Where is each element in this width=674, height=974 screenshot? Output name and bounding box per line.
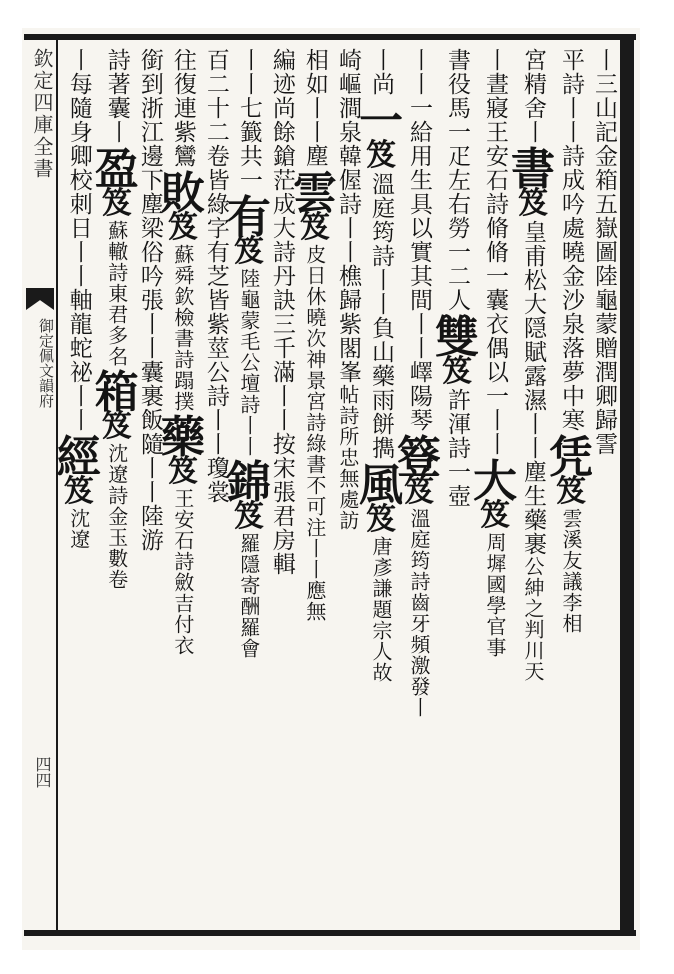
text-column (590, 48, 618, 922)
body-text: 銜到浙江邊 (136, 48, 163, 168)
entry-heading (226, 457, 271, 534)
entry-rhyme-char: 笈 (403, 474, 434, 509)
entry-heading-char: 有 (226, 192, 271, 243)
body-text: 鎗茫成大詩丹訣三千滿丨丨按宋張君房輯 (268, 144, 295, 576)
entry-rhyme-char: 笈 (63, 474, 94, 509)
entry-heading-char: 簦 (396, 432, 441, 483)
entry-heading (510, 144, 555, 221)
entry-heading-char: 書 (510, 144, 555, 195)
entry-heading-char: 敗 (160, 168, 205, 219)
text-column (434, 48, 479, 922)
entry-rhyme-char: 笈 (365, 502, 396, 537)
entry-heading-char: 錦 (226, 457, 271, 508)
annotation-text: 沈遼詩金玉數卷 (104, 443, 129, 590)
entry-heading-char: 箱 (94, 367, 139, 418)
body-text: 溫庭筠詩丨丨負山藥雨餅擕 (367, 172, 394, 460)
entry-rhyme-char: 笈 (167, 210, 198, 245)
annotation-text: 羅隱寄酬羅會 (236, 533, 261, 659)
annotation-text: 王安石詩斂吉付衣 (170, 488, 195, 656)
text-column (202, 48, 230, 922)
text-column (160, 48, 205, 922)
text-body (56, 48, 618, 922)
body-text: 丨丨一給用生具以實其間 (405, 48, 432, 312)
entry-heading (292, 168, 337, 245)
text-column (548, 48, 593, 922)
body-text: 書役馬一疋左右勞一二人 (443, 48, 470, 312)
body-text: 皇甫松大隠賦露濕丨丨塵生藥裹 (519, 220, 546, 556)
annotation-text: 溫庭筠詩齒牙頻激發丨 (406, 508, 431, 718)
annotation-text: 陸龜蒙毛公壇詩丨丨 (236, 268, 261, 457)
entry-heading-char: 盈 (94, 144, 139, 195)
annotation-text: 蘇舜欽檢書詩蹋撲 (170, 244, 195, 412)
entry-heading-char: 經 (56, 432, 101, 483)
annotation-text: 沈遼 (66, 508, 91, 550)
entry-heading-char: 一 (358, 96, 403, 147)
entry-heading (160, 412, 205, 489)
entry-heading-char: 風 (358, 460, 403, 511)
text-column (226, 48, 271, 922)
entry-heading (434, 312, 479, 389)
body-text: 皆綠字有芝皆紫莖 (202, 168, 229, 360)
text-column (396, 48, 441, 922)
body-text: 囊裹飯隨丨丨陸游 (136, 360, 163, 552)
text-column (136, 48, 164, 922)
body-text: 丨丨七籖共一 (235, 48, 262, 192)
entry-rhyme-char: 笈 (299, 210, 330, 245)
body-text: 卿校刺日丨丨 (65, 144, 92, 288)
body-text: 宮精舍丨 (519, 48, 546, 144)
text-column (56, 48, 101, 922)
right-border-rule (620, 34, 634, 936)
annotation-text: 帖詩所忠無處訪 (335, 384, 360, 531)
body-text: 丨尚 (367, 48, 394, 96)
body-text: 丨丨嶧陽琴 (405, 312, 432, 432)
gutter-subtitle: 御定佩文韻府 (37, 318, 55, 408)
body-text: 軸龍蛇祕丨丨 (65, 288, 92, 432)
entry-heading (472, 456, 517, 533)
entry-heading (160, 168, 205, 245)
entry-rhyme-char: 笈 (101, 409, 132, 444)
annotation-text: 公紳之判川天 (520, 556, 545, 682)
annotation-text: 皮日休曉次神景宮詩綠書不可注丨丨應無 (302, 244, 327, 622)
entry-rhyme-char: 笈 (365, 138, 396, 173)
annotation-text: 蘇轍詩東君多名 (104, 220, 129, 367)
entry-rhyme-char: 笈 (441, 354, 472, 389)
gutter-title: 欽定四庫全書 (30, 48, 54, 180)
body-text: 崎嶇 (334, 48, 361, 96)
text-column (94, 48, 139, 922)
entry-heading (56, 432, 101, 509)
body-text: 澗泉韓偓詩丨丨樵歸紫閣峯 (334, 96, 361, 384)
text-columns (56, 48, 618, 922)
gutter-page-number: 四四 (33, 756, 52, 788)
body-text: 往復連紫鸞 (169, 48, 196, 168)
entry-rhyme-char: 笈 (233, 499, 264, 534)
body-text: 詩著囊丨 (103, 48, 130, 144)
text-column (268, 48, 296, 922)
body-text: 編迹尚餘 (268, 48, 295, 144)
entry-heading (548, 432, 593, 509)
annotation-text: 周墀國學官事 (482, 532, 507, 658)
body-text: 丨晝寢 (481, 48, 508, 120)
entry-heading (94, 367, 139, 444)
body-text: 百二十二卷 (202, 48, 229, 168)
text-column (292, 48, 337, 922)
entry-heading (396, 432, 441, 509)
text-column (472, 48, 517, 922)
annotation-text: 唐彥謙題宗人故 (368, 536, 393, 683)
entry-rhyme-char: 笈 (167, 454, 198, 489)
body-text: 平詩丨丨詩成吟處曉金沙泉落夢中寒 (557, 48, 584, 432)
entry-rhyme-char: 笈 (479, 498, 510, 533)
body-text: 公詩丨丨瓊裳 (202, 360, 229, 504)
text-column (358, 48, 403, 922)
body-text: 丨三山記金箱五嶽圖陸龜蒙贈潤卿歸霅 (591, 48, 617, 456)
body-text: 王安石詩脩脩一囊衣偶以一丨丨 (481, 120, 508, 456)
entry-heading-char: 藥 (160, 412, 205, 463)
text-column (510, 48, 555, 922)
entry-rhyme-char: 笈 (101, 186, 132, 221)
entry-heading-char: 凭 (548, 432, 593, 483)
entry-heading-char: 雙 (434, 312, 479, 363)
text-column (334, 48, 362, 922)
entry-heading-char: 大 (472, 456, 517, 507)
top-border-rule (24, 34, 636, 40)
entry-rhyme-char: 笈 (517, 186, 548, 221)
bottom-border-rule (24, 930, 636, 936)
entry-heading-char: 雲 (292, 168, 337, 219)
body-text: 相如丨丨塵 (301, 48, 328, 168)
entry-rhyme-char: 笈 (555, 474, 586, 509)
entry-heading (358, 96, 403, 173)
entry-rhyme-char: 笈 (233, 234, 264, 269)
body-text: 許渾詩一壺 (443, 388, 470, 508)
entry-heading (226, 192, 271, 269)
entry-heading (94, 144, 139, 221)
annotation-text: 雲溪友議李相 (558, 508, 583, 634)
body-text: 下塵梁俗吟張丨丨 (136, 168, 163, 360)
body-text: 丨每隨身 (65, 48, 92, 144)
